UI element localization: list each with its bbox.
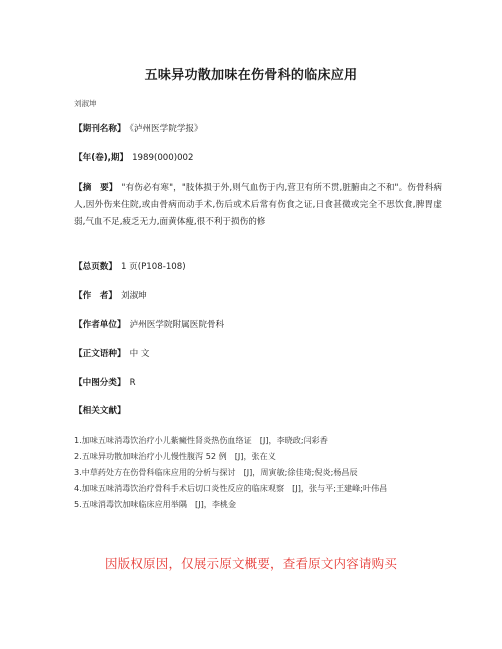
affiliation-field [74, 317, 442, 333]
related-references-list [74, 432, 444, 512]
reference-item[interactable]: 5.五味消毒饮加味临床应用举隅 [J]，李桃金 [74, 499, 237, 509]
copyright-purchase-notice: 因版权原因，仅展示原文概要，查看原文内容请购买 [104, 556, 398, 571]
authors-value: 刘淑坤 [120, 291, 147, 301]
reference-item[interactable]: 1.加味五味消毒饮治疗小儿紫癜性肾炎热伤血络证 [J]，李晓政;闫彩香 [74, 435, 328, 445]
journal-value: 《泸州医学院学报》 [129, 124, 203, 134]
abstract-field [74, 180, 442, 231]
affiliation-label: 【作者单位】 [74, 320, 126, 330]
pages-label: 【总页数】 [74, 262, 117, 272]
year-issue-field [74, 150, 442, 166]
reference-item[interactable]: 2.五味异功散加味治疗小儿慢性腹泻 52 例 [J]，张在义 [74, 451, 276, 461]
abstract-text: "有伤必有寒"，"肢体损于外,则气血伤于内,营卫有所不贯,脏腑由之不和"。伤骨科病人,因外伤来住院,或由骨病而动手术,伤后或术后常有伤食之证,日食甚微或完全不思饮食,脾胃虚弱,气血不足,疲乏无力,面黄体瘦,很不利于损伤的修 [74, 183, 442, 227]
authors-field [74, 288, 442, 304]
related-references-heading: 【相关文献】 [74, 406, 126, 416]
pages-value: 1 页(P108-108) [120, 262, 186, 272]
reference-item[interactable]: 3.中草药处方在伤骨科临床应用的分析与探讨 [J]，周寅敏;徐佳琦;倪炎;杨昌辰 [74, 467, 358, 477]
authors-label: 【作 者】 [74, 291, 117, 301]
affiliation-value: 泸州医学院附属医院骨科 [129, 320, 225, 330]
language-label: 【正文语种】 [74, 349, 126, 359]
journal-label: 【期刊名称】 [74, 124, 126, 134]
classification-value: R [129, 378, 136, 388]
page-title: 五味异功散加味在伤骨科的临床应用 [144, 68, 358, 83]
classification-field [74, 375, 442, 391]
abstract-label: 【摘 要】 [74, 183, 118, 193]
language-field [74, 346, 442, 362]
pages-field [74, 259, 442, 275]
year-issue-value: 1989(000)002 [132, 153, 194, 163]
author-line: 刘淑坤 [74, 99, 97, 108]
journal-field [74, 121, 442, 137]
classification-label: 【中图分类】 [74, 378, 126, 388]
reference-item[interactable]: 4.加味五味消毒饮治疗骨科手术后切口炎性反应的临床观察 [J]，张与平;王建峰;叶伟昌 [74, 483, 388, 493]
year-issue-label: 【年(卷),期】 [74, 153, 129, 163]
language-value: 中 文 [129, 349, 150, 359]
